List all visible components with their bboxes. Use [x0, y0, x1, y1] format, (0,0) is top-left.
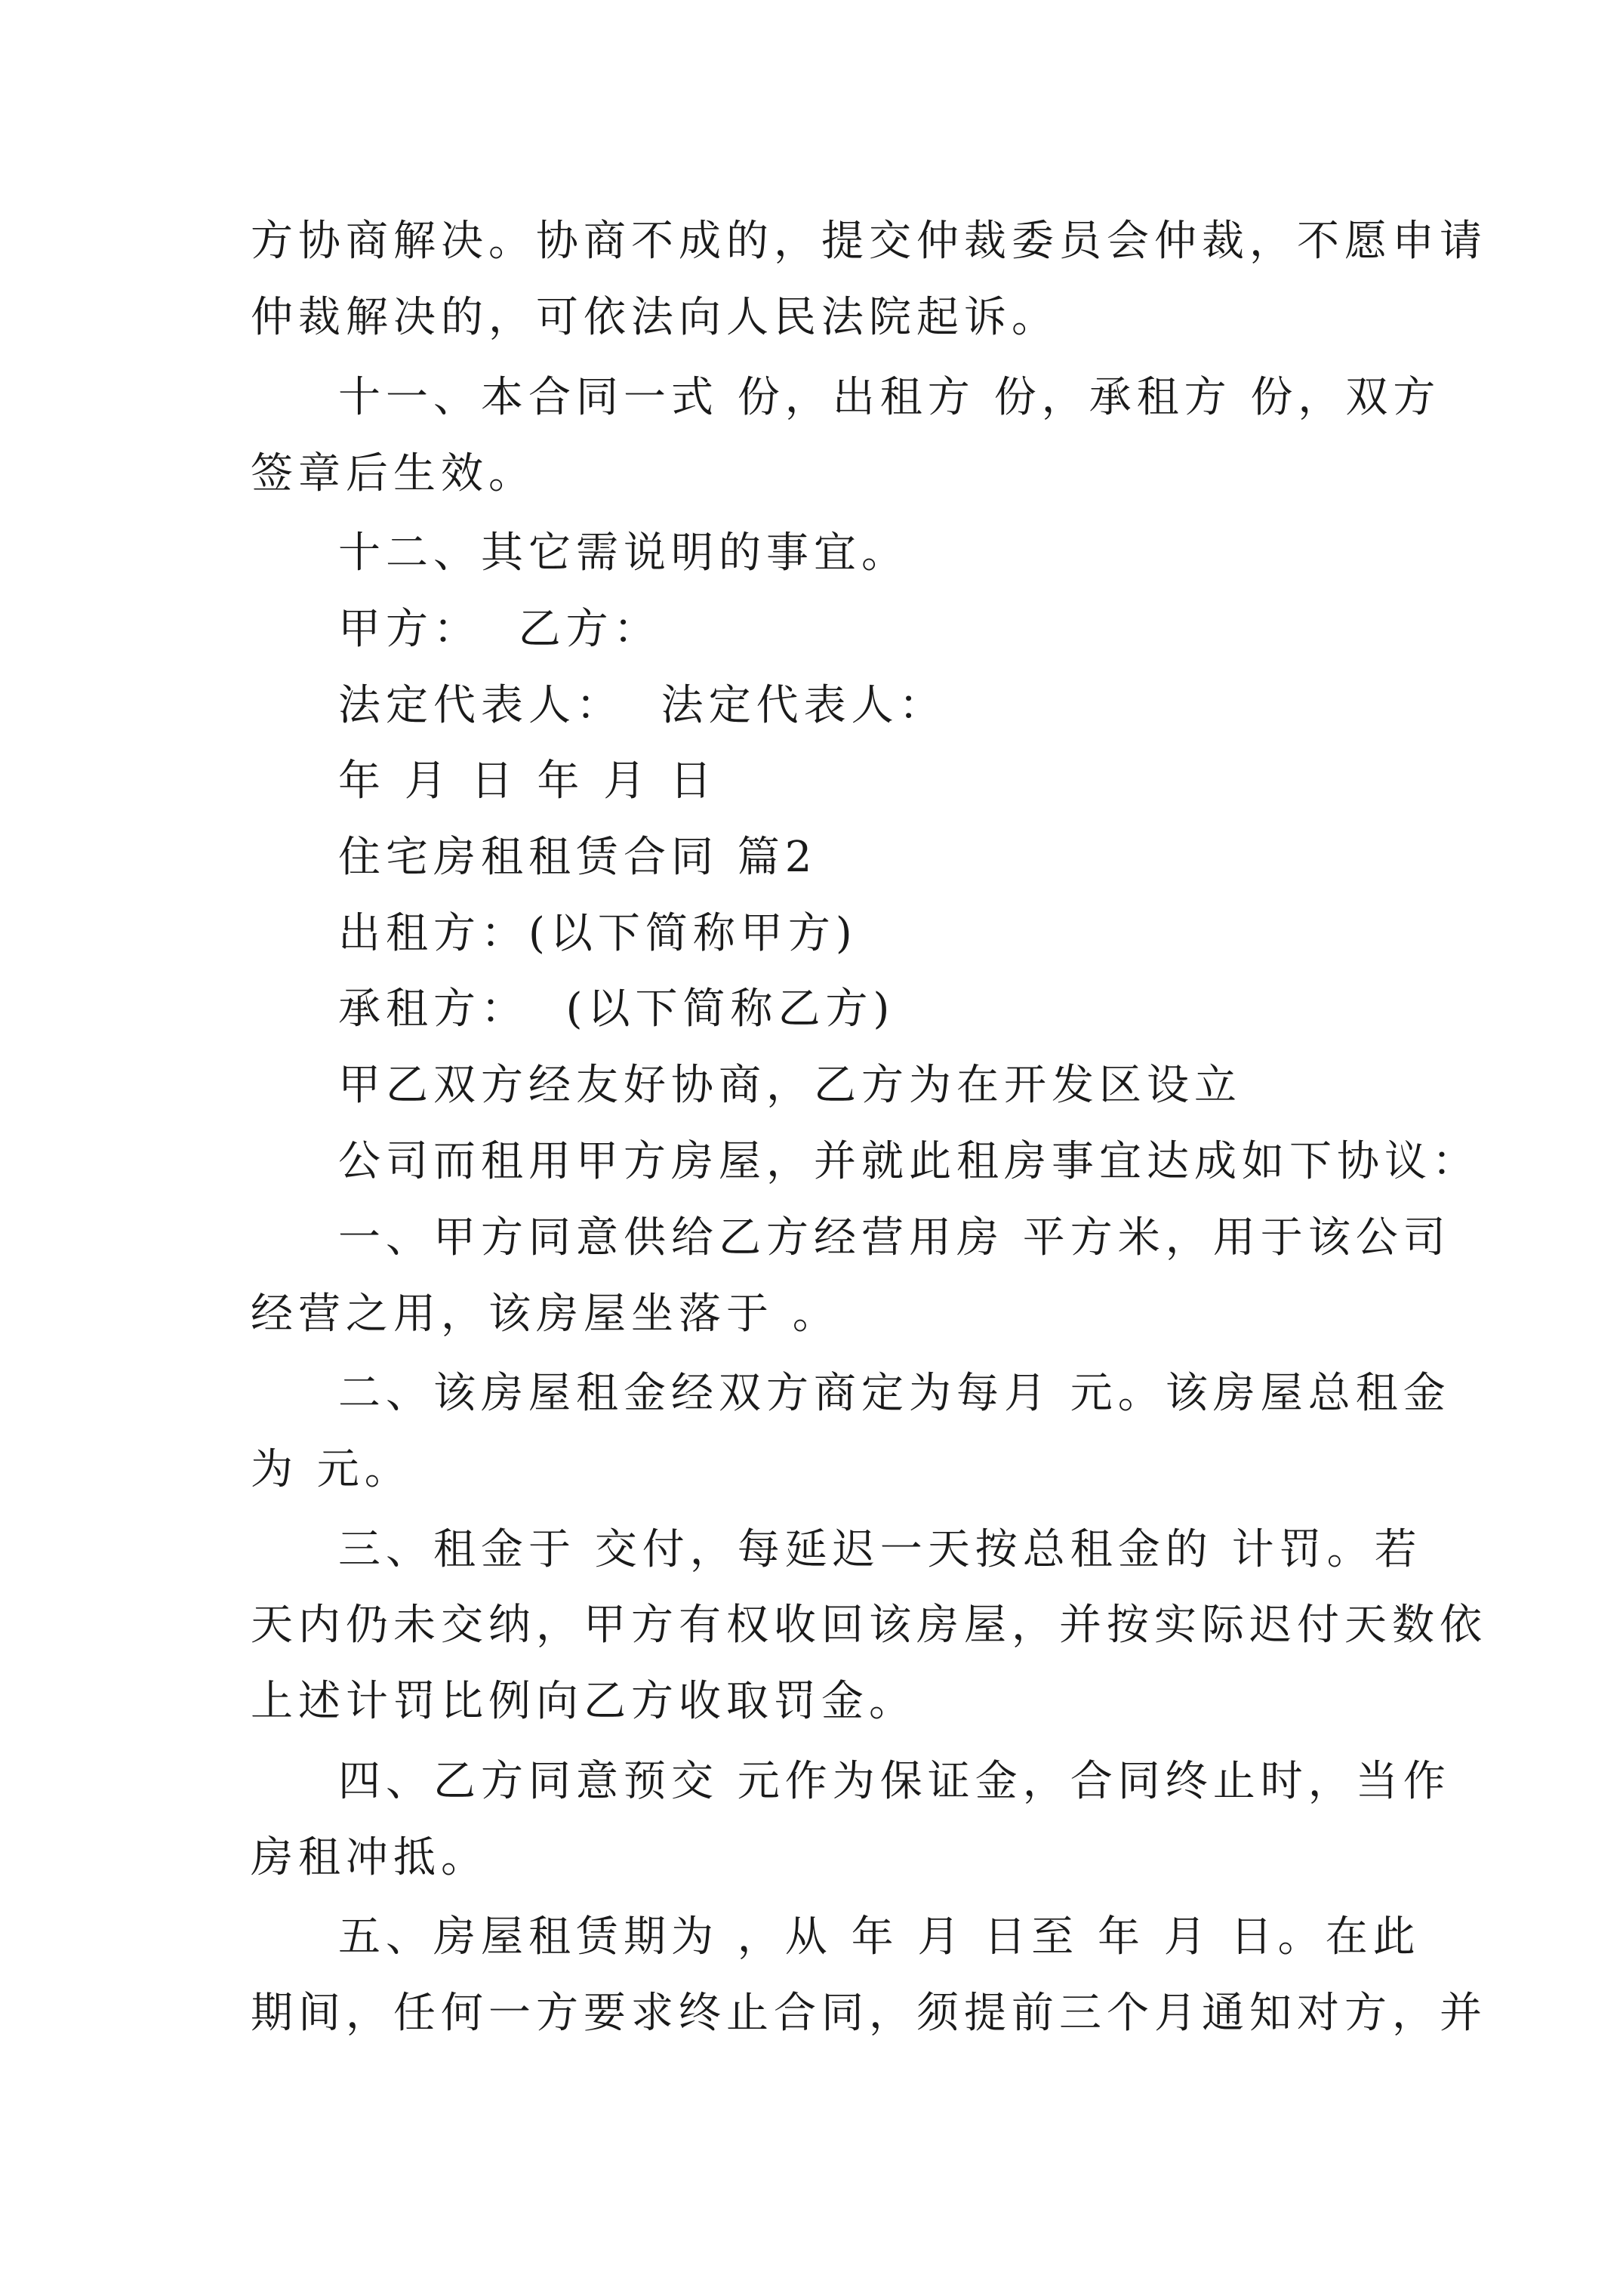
- text-line: 为 元。: [251, 1445, 412, 1494]
- text-line: 四、乙方同意预交 元作为保证金，合同终止时，当作: [338, 1757, 1451, 1806]
- text-line: 方协商解决。协商不成的，提交仲裁委员会仲裁，不愿申请: [251, 217, 1487, 266]
- text-line: 承租方： (以下简称乙方): [338, 985, 895, 1034]
- section-heading: 住宅房租租赁合同 篇2: [338, 833, 818, 882]
- text-line: 房租冲抵。: [251, 1833, 488, 1882]
- text-line: 上述计罚比例向乙方收取罚金。: [251, 1677, 916, 1726]
- text-line: 天内仍未交纳，甲方有权收回该房屋，并按实际迟付天数依: [251, 1601, 1487, 1650]
- text-line: 仲裁解决的，可依法向人民法院起诉。: [251, 293, 1059, 342]
- text-line: 五、房屋租赁期为 ，从 年 月 日至 年 月 日。在此: [338, 1912, 1421, 1962]
- text-line: 年 月 日 年 月 日: [338, 757, 718, 806]
- text-line: 公司而租用甲方房屋，并就此租房事宜达成如下协议：: [338, 1137, 1480, 1186]
- text-line: 三、租金于 交付，每延迟一天按总租金的 计罚。若: [338, 1525, 1422, 1574]
- text-line: 签章后生效。: [251, 449, 536, 498]
- text-line: 甲方： 乙方：: [338, 605, 661, 654]
- text-line: 甲乙双方经友好协商，乙方为在开发区设立: [338, 1061, 1242, 1110]
- text-line: 经营之用，该房屋坐落于 。: [251, 1290, 840, 1339]
- text-line: 十一、本合同一式 份，出租方 份，承租方 份，双方: [338, 373, 1441, 422]
- text-line: 出租方：(以下简称甲方): [338, 909, 858, 958]
- text-line: 一、甲方同意供给乙方经营用房 平方米，用于该公司: [338, 1213, 1451, 1262]
- text-line: 十二、其它需说明的事宜。: [338, 529, 909, 578]
- text-line: 二、该房屋租金经双方商定为每月 元。该房屋总租金: [338, 1369, 1451, 1418]
- text-line: 法定代表人： 法定代表人：: [338, 681, 947, 730]
- text-line: 期间，任何一方要求终止合同，须提前三个月通知对方，并: [251, 1989, 1487, 2038]
